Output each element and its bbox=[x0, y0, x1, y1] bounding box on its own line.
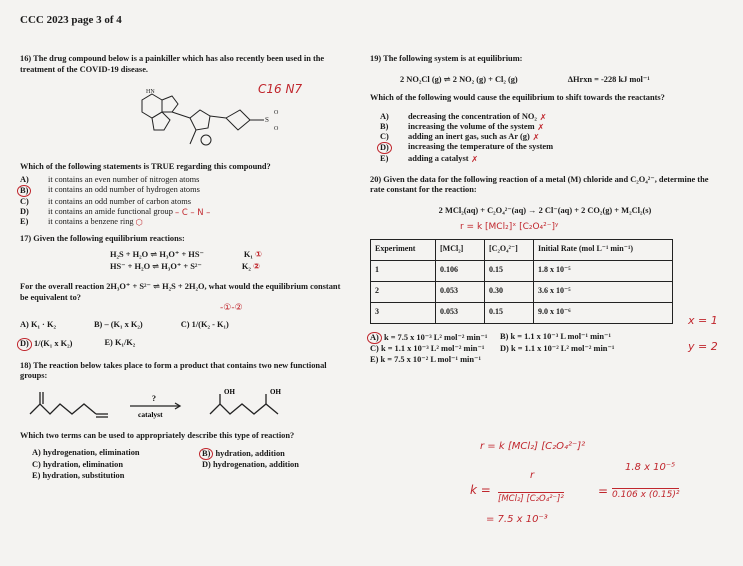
q20-option-b: B) k = 1.1 x 10⁻³ L mol⁻¹ min⁻¹ bbox=[500, 331, 611, 341]
handwritten-k-label: k = bbox=[470, 483, 491, 497]
q18-option-a: A) hydrogenation, elimination bbox=[32, 447, 140, 457]
page-header: CCC 2023 page 3 of 4 bbox=[20, 14, 122, 26]
q20-option-d: D) k = 1.1 x 10⁻² L² mol⁻² min⁻¹ bbox=[500, 344, 615, 354]
benzene-sketch-icon: ⬡ bbox=[135, 217, 143, 228]
q17-option-a: A) K₁ · K₂ bbox=[20, 319, 56, 329]
handwritten-x-value: x = 1 bbox=[688, 314, 718, 327]
q20-options bbox=[370, 332, 720, 366]
svg-text:HN: HN bbox=[146, 89, 155, 95]
q17-option-d: D) 1/(K₁ x K₂) bbox=[20, 338, 72, 351]
q17-option-e: E) K₁/K₂ bbox=[104, 338, 136, 348]
q18-option-b: B) hydration, addition bbox=[202, 448, 362, 461]
q16-option-a: A) it contains an even number of nitrogen atoms bbox=[20, 174, 200, 184]
q16-option-c: C) it contains an odd number of carbon atoms bbox=[20, 196, 192, 206]
handwritten-amide: – C – N – bbox=[175, 207, 211, 218]
q18-prompt: Which two terms can be used to appropriately describe this type of reaction? bbox=[20, 431, 295, 441]
q19-option-e: E) adding a catalyst ✗ bbox=[380, 154, 479, 165]
q17-handwritten: -①-② bbox=[220, 303, 243, 314]
q17-options-row-1 bbox=[20, 320, 350, 331]
handwritten-formula: C16 N7 bbox=[258, 82, 303, 96]
q16-options-block bbox=[20, 162, 350, 481]
q18-reaction-scheme bbox=[20, 384, 350, 424]
q19-option-a: A) decreasing the concentration of NO₂ ✗ bbox=[380, 111, 547, 122]
table-row: 1 0.106 0.15 1.8 x 10⁻⁵ bbox=[371, 260, 673, 281]
q20-option-e: E) k = 7.5 x 10⁻² L mol⁻¹ min⁻¹ bbox=[370, 354, 481, 364]
q17-option-c: C) 1/(K₂ - K₁) bbox=[180, 319, 229, 329]
handwritten-k-denominator: [MCl₂] [C₂O₄²⁻]² bbox=[498, 494, 564, 504]
svg-text:OH: OH bbox=[224, 387, 235, 396]
q16-option-e: E) it contains a benzene ring ⬡ bbox=[20, 217, 143, 228]
svg-text:OH: OH bbox=[270, 387, 281, 396]
q20-handwritten-rate-law: r = k [MCl₂]ˣ [C₂O₄²⁻]ʸ bbox=[460, 222, 559, 233]
col-header-mcl2: [MCl₂] bbox=[436, 239, 485, 260]
right-column bbox=[370, 54, 720, 365]
q19-option-b: B) increasing the volume of the system ✗ bbox=[380, 121, 545, 132]
q16-stem: 16) The drug compound below is a painkiller which has also recently been used in the treatment of the COVID-19 disease. bbox=[20, 54, 325, 74]
svg-text:S: S bbox=[265, 116, 269, 124]
q18-options bbox=[32, 448, 350, 482]
svg-text:?: ? bbox=[152, 393, 156, 403]
q16-option-b: B) it contains an odd number of hydrogen atoms bbox=[20, 185, 350, 197]
q17-options-row-2 bbox=[20, 338, 350, 351]
svg-text:O: O bbox=[274, 110, 279, 116]
q19-equation: 2 NO₂Cl (g) ⇌ 2 NO₂ (g) + Cl₂ (g) bbox=[400, 74, 518, 84]
svg-text:O: O bbox=[274, 126, 279, 132]
q16-prompt: Which of the following statements is TRUE regarding this compound? bbox=[20, 162, 271, 171]
q20-stem: 20) Given the data for the following reaction of a metal (M) chloride and C₂O₄²⁻, determine the rate constant for the reaction: bbox=[370, 174, 709, 195]
q17-reaction-2: HS⁻ + H₂O ⇌ H₃O⁺ + S²⁻ K₂ ② bbox=[110, 260, 261, 271]
handwritten-k-numerator: r bbox=[530, 470, 535, 481]
left-column bbox=[20, 54, 350, 480]
svg-text:catalyst: catalyst bbox=[138, 409, 163, 419]
table-header-row bbox=[371, 239, 673, 260]
col-header-rate: Initial Rate (mol L⁻¹ min⁻¹) bbox=[534, 239, 673, 260]
handwritten-k-result: = 7.5 x 10⁻³ bbox=[486, 514, 548, 525]
q19-enthalpy: ΔHrxn = -228 kJ mol⁻¹ bbox=[567, 74, 650, 84]
q19-equation-row bbox=[400, 75, 720, 86]
q19-stem: 19) The following system is at equilibrium: bbox=[370, 54, 523, 63]
q18-stem: 18) The reaction below takes place to form a product that contains two new functional groups: bbox=[20, 360, 327, 381]
handwritten-k-numerator-value: 1.8 x 10⁻⁵ bbox=[625, 462, 676, 473]
q20-option-a: A) k = 7.5 x 10⁻³ L² mol⁻² min⁻¹ bbox=[370, 332, 500, 345]
q18-option-e: E) hydration, substitution bbox=[32, 470, 125, 480]
q19-option-c: C) adding an inert gas, such as Ar (g) ✗ bbox=[380, 131, 540, 142]
handwritten-rate-equation: r = k [MCl₂] [C₂O₄²⁻]² bbox=[480, 441, 586, 452]
table-row: 2 0.053 0.30 3.6 x 10⁻⁵ bbox=[371, 281, 673, 302]
handwritten-y-value: y = 2 bbox=[688, 340, 718, 353]
q17-reaction-1: H₂S + H₂O ⇌ H₃O⁺ + HS⁻ K₁ ① bbox=[110, 249, 263, 260]
q19-options bbox=[380, 112, 720, 165]
table-row: 3 0.053 0.15 9.0 x 10⁻⁶ bbox=[371, 302, 673, 323]
col-header-c2o4: [C₂O₄²⁻] bbox=[485, 239, 534, 260]
q20-equation: 2 MCl₂(aq) + C₂O₄²⁻(aq) → 2 Cl⁻(aq) + 2 CO₂(g) + M₂Cl₂(s) bbox=[438, 205, 652, 215]
q17-stem: 17) Given the following equilibrium reactions: bbox=[20, 233, 185, 243]
q18-option-c: C) hydration, elimination bbox=[32, 460, 123, 470]
q17-prompt: For the overall reaction 2H₃O⁺ + S²⁻ ⇌ H₂S + 2H₂O, what would the equilibrium constant be equivalent to? bbox=[20, 282, 341, 302]
q19-option-d: D) increasing the temperature of the system bbox=[380, 142, 720, 154]
q17-option-b: B) – (K₁ x K₂) bbox=[93, 319, 143, 329]
handwritten-k-denominator-value: 0.106 x (0.15)² bbox=[612, 490, 680, 500]
col-header-experiment: Experiment bbox=[371, 239, 436, 260]
handwritten-equals: = bbox=[598, 484, 609, 498]
q19-prompt: Which of the following would cause the equilibrium to shift towards the reactants? bbox=[370, 93, 665, 102]
q16-option-d: D) it contains an amide functional group – C – N – bbox=[20, 207, 211, 218]
q20-rate-table bbox=[370, 239, 673, 324]
q20-option-c: C) k = 1.1 x 10⁻³ L² mol⁻² min⁻¹ bbox=[370, 344, 485, 354]
q18-option-d: D) hydrogenation, addition bbox=[202, 460, 299, 470]
